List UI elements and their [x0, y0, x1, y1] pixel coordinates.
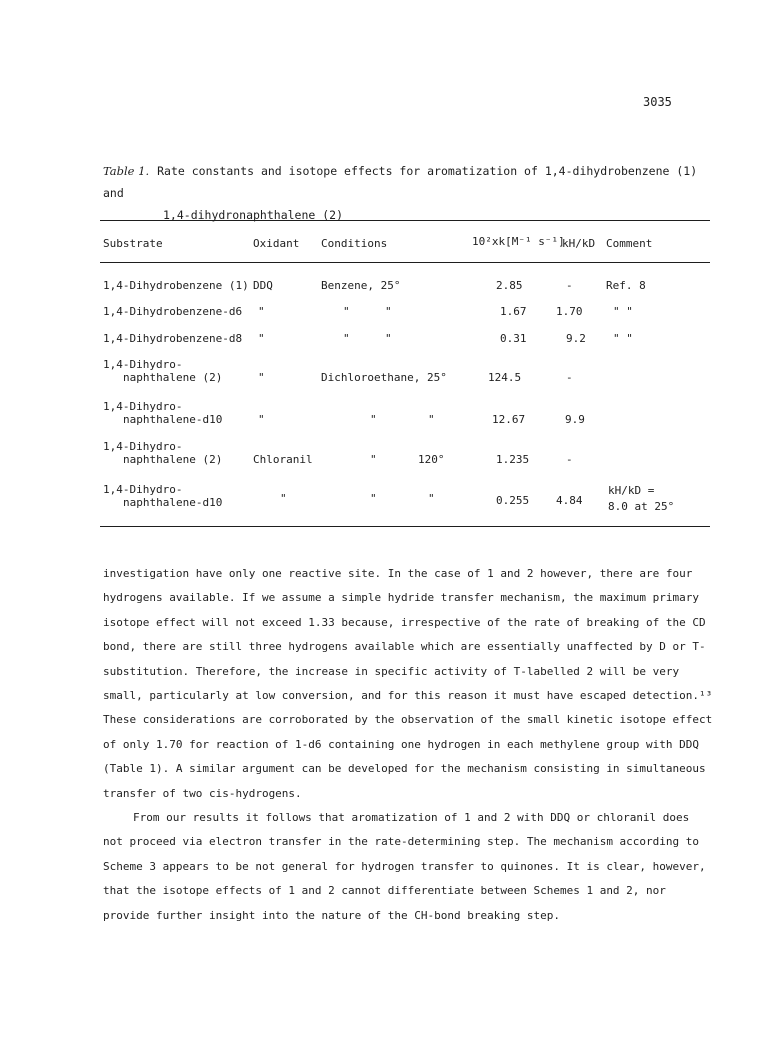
- header-substrate: Substrate: [103, 237, 163, 250]
- row-3-isotope: 9.2: [566, 332, 586, 345]
- row-4-isotope: -: [566, 371, 573, 384]
- page-number: 3035: [643, 95, 672, 109]
- row-6-oxidant: Chloranil: [253, 453, 313, 466]
- row-2-comment: " ": [613, 305, 633, 318]
- row-5-temp: ": [428, 413, 435, 426]
- row-6-rate: 1.235: [496, 453, 530, 466]
- row-5-oxidant: ": [258, 413, 265, 426]
- row-6-isotope: -: [566, 453, 573, 466]
- row-7-conditions: ": [370, 492, 377, 505]
- row-4-oxidant: ": [258, 371, 265, 384]
- body-text: [103, 562, 713, 928]
- row-3-comment: " ": [613, 332, 633, 345]
- row-1-oxidant: DDQ: [253, 279, 273, 292]
- table-header-rule: [100, 262, 710, 263]
- row-6-conditions: ": [370, 453, 377, 466]
- table-caption-line-2: 1,4-dihydronaphthalene (2): [163, 208, 344, 222]
- row-1-conditions: Benzene, 25°: [321, 279, 401, 292]
- paragraph-1: investigation have only one reactive site. In the case of 1 and 2 however, there are four hydrogens available. If we assume a simple hydride transfer mechanism, the maximum primary isotope effect will not exceed 1.33 because, irrespective of the rate of breaking of the CD bond, there are still three hydrogens available which are essentially unaffected by D or T-substitution. Therefore, the increase in specific activity of T-labelled 2 will be very small, particularly at low conversion, and for this reason it must have escaped detection.¹³ These considerations are corroborated by the observation of the small kinetic isotope effect of only 1.70 for reaction of 1-d6 containing one hydrogen in each methylene group with DDQ (Table 1). A similar argument can be developed for the mechanism consisting in simultaneous transfer of two cis-hydrogens.: [103, 567, 713, 800]
- row-1-comment: Ref. 8: [606, 279, 646, 292]
- row-7-comment-cont: 8.0 at 25°: [608, 500, 675, 513]
- row-4-conditions: Dichloroethane, 25°: [321, 371, 447, 384]
- row-2-isotope: 1.70: [556, 305, 583, 318]
- row-1-rate: 2.85: [496, 279, 523, 292]
- row-6-substrate-cont: naphthalene (2): [123, 453, 223, 466]
- row-5-rate: 12.67: [492, 413, 526, 426]
- row-7-substrate-cont: naphthalene-d10: [123, 496, 223, 509]
- table-caption-text: Rate constants and isotope effects for aromatization of 1,4-dihydrobenzene (1) and: [103, 164, 698, 200]
- row-3-conditions: ": [343, 332, 350, 345]
- table-bottom-rule: [100, 526, 710, 527]
- row-3-oxidant: ": [258, 332, 265, 345]
- row-7-substrate: 1,4-Dihydro-: [103, 483, 183, 496]
- row-3-substrate: 1,4-Dihydrobenzene-d8: [103, 332, 243, 345]
- row-5-isotope: 9.9: [565, 413, 585, 426]
- row-7-comment: kH/kD =: [608, 484, 655, 497]
- header-oxidant: Oxidant: [253, 237, 300, 250]
- header-rate: 10²xk[M⁻¹ s⁻¹]: [472, 235, 565, 248]
- table-caption-line-1: [103, 160, 703, 204]
- row-2-oxidant: ": [258, 305, 265, 318]
- header-comment: Comment: [606, 237, 653, 250]
- table-caption: [103, 160, 703, 226]
- header-conditions: Conditions: [321, 237, 388, 250]
- row-3-temp: ": [385, 332, 392, 345]
- row-6-substrate: 1,4-Dihydro-: [103, 440, 183, 453]
- row-7-temp: ": [428, 492, 435, 505]
- row-7-rate: 0.255: [496, 494, 530, 507]
- row-5-conditions: ": [370, 413, 377, 426]
- row-4-substrate-cont: naphthalene (2): [123, 371, 223, 384]
- table-label: Table 1.: [103, 164, 150, 178]
- row-4-rate: 124.5: [488, 371, 522, 384]
- row-6-temp: 120°: [418, 453, 445, 466]
- row-5-substrate: 1,4-Dihydro-: [103, 400, 183, 413]
- header-isotope: kH/kD: [562, 237, 596, 250]
- row-2-conditions: ": [343, 305, 350, 318]
- paragraph-2: From our results it follows that aromatization of 1 and 2 with DDQ or chloranil does not proceed via electron transfer in the rate-determining step. The mechanism according to Scheme 3 appears to be not general for hydrogen transfer to quinones. It is clear, however, that the isotope effects of 1 and 2 cannot differentiate between Schemes 1 and 2, nor provide further insight into the nature of the CH-bond breaking step.: [103, 811, 706, 922]
- row-1-isotope: -: [566, 279, 573, 292]
- row-1-substrate: 1,4-Dihydrobenzene (1): [103, 279, 249, 292]
- row-2-substrate: 1,4-Dihydrobenzene-d6: [103, 305, 243, 318]
- row-7-isotope: 4.84: [556, 494, 583, 507]
- row-7-oxidant: ": [280, 492, 287, 505]
- table-top-rule: [100, 220, 710, 221]
- row-4-substrate: 1,4-Dihydro-: [103, 358, 183, 371]
- row-2-temp: ": [385, 305, 392, 318]
- row-2-rate: 1.67: [500, 305, 527, 318]
- row-5-substrate-cont: naphthalene-d10: [123, 413, 223, 426]
- row-3-rate: 0.31: [500, 332, 527, 345]
